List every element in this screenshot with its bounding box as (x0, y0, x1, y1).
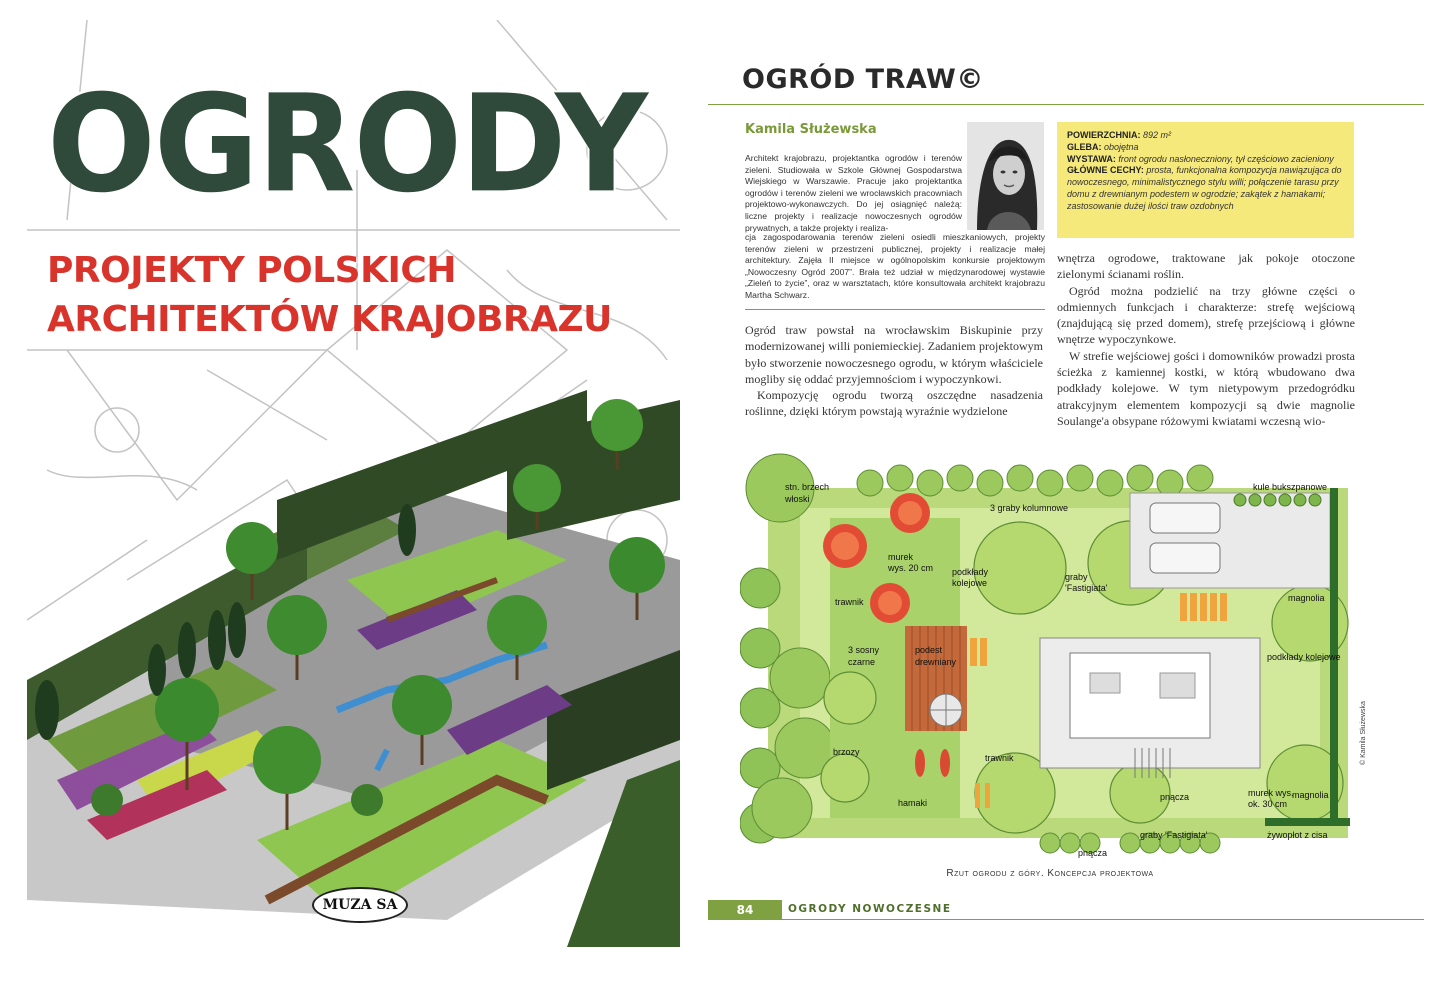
plan-label: magnolia (1292, 790, 1329, 800)
plan-label: kolejowe (952, 578, 988, 588)
plan-label: murek (888, 552, 914, 562)
plan-label: pnącza (1078, 848, 1108, 858)
features-label: GŁÓWNE CECHY: (1067, 165, 1144, 176)
plan-label: graby 'Fastigiata' (1140, 830, 1208, 840)
plan-label: włoski (785, 494, 810, 504)
author-bio-part1: Architekt krajobrazu, projektantka ogrodów i terenów zieleni. Studiowała w Szkole Głównej Gospodarstwa Wiejskiego w Warszawie. Pracuje jako projektantka ogrodów i terenów zieleni we wrocławskich pracowniach projektowo-wykonawczych. Do jej osiągnięć należą: liczne projekty i realizacje nowoczesnych ogrodów prywatnych, a także projekty i realiza- (745, 153, 962, 233)
paragraph: Kompozycję ogrodu tworzą oszczędne nasadzenia roślinne, dzięki którym powstają wyraźnie wydzielone (745, 388, 1043, 419)
area-value: 892 m² (1143, 130, 1172, 140)
article-column-1 (745, 322, 1043, 420)
plan-label: magnolia (1288, 593, 1325, 603)
paragraph: wnętrza ogrodowe, traktowane jak pokoje otoczone zielonymi ścianami roślin. (1057, 251, 1355, 282)
plan-label: pnącza (1160, 792, 1190, 802)
plan-label: podkłady (952, 567, 989, 577)
plan-label: czarne (848, 657, 876, 667)
plan-label: hamaki (898, 798, 928, 808)
bio-divider (745, 309, 1045, 310)
plan-label: wys. 20 cm (888, 563, 934, 573)
soil-value: obojętna (1104, 141, 1139, 152)
publisher-logo: MUZA SA (312, 887, 408, 923)
plan-label: żywopłot z cisa (1267, 830, 1328, 840)
footer-divider (782, 919, 1424, 920)
photo-credit: © Kamila Służewska (1360, 701, 1367, 765)
plan-label: graby (1065, 572, 1088, 582)
plan-label: murek wys. (1248, 788, 1294, 798)
title-divider (708, 104, 1424, 105)
author-bio-part2: cja zagospodarowania terenów zieleni osiedli mieszkaniowych, projekty terenów zieleni w przestrzeni publicznej, projekty i realizacje małej architektury. Zajęła II miejsce w ogólnopolskim konkursie projektowym „Nowoczesny Ogród 2007”. Brała też udział w międzynarodowej wystawie „Zieleń to życie”, oraz w warsztatach, które konsultowała architekt krajobrazu Martha Schwarz. (745, 232, 1045, 300)
plan-label: podest (915, 645, 943, 655)
plan-label: ok. 30 cm (1248, 799, 1288, 809)
plan-label: drewniany (915, 657, 957, 667)
garden-info-box (1057, 122, 1354, 238)
cover-subtitle-line1: PROJEKTY POLSKICH (47, 250, 456, 291)
plan-label: kule bukszpanowe (1253, 482, 1328, 492)
article-page (708, 20, 1424, 947)
area-label: POWIERZCHNIA: (1067, 130, 1141, 140)
plan-label: 3 graby kolumnowe (990, 503, 1069, 513)
plan-label: podkłady kolejowe (1267, 652, 1341, 662)
plan-caption: Rzut ogrodu z góry. Koncepcja projektowa (946, 868, 1154, 879)
cover-subtitle-line2: ARCHITEKTÓW KRAJOBRAZU (47, 299, 612, 340)
exposure-value: front ogrodu nasłoneczniony, tył częściowo zacieniony (1118, 153, 1334, 164)
author-photo (967, 122, 1044, 230)
plan-label: trawnik (835, 597, 864, 607)
paragraph: W strefie wejściowej gości i domowników prowadzi prosta ścieżka z kamiennej kostki, w którą wbudowano dwa podkłady kolejowe. W tym nietypowym przedogródku atrakcyjnym elementem kompozycji są dwie magnolie Soulange'a obsypane różowymi kwiatami wczesną wio- (1057, 348, 1355, 428)
author-name: Kamila Służewska (745, 122, 877, 137)
article-column-2 (1057, 250, 1355, 429)
book-cover (27, 20, 680, 947)
plan-label: 3 sosny (848, 645, 880, 655)
cover-title: OGRODY (47, 66, 646, 223)
paragraph: Ogród można podzielić na trzy główne części o odmiennych funkcjach i charakterze: strefę wejściową (znajdującą się przed domem), strefę przejściową i główne wnętrze wypoczynkowe. (1057, 283, 1355, 347)
plan-label: brzozy (833, 747, 860, 757)
plan-label: 'Fastigiata' (1065, 583, 1108, 593)
paragraph: Ogród traw powstał na wrocławskim Biskupinie przy modernizowanej willi poniemieckiej. Zadaniem projektowym było stworzenie nowoczesnego ogrodu, w którym właściciele mogliby się oddać przyjemnościom i wypoczynkowi. (745, 323, 1043, 386)
page-footer (708, 900, 1424, 920)
soil-label: GLEBA: (1067, 141, 1102, 152)
garden-plan (740, 448, 1360, 860)
features-value: prosta, funkcjonalna kompozycja nawiązująca do nowoczesnego, minimalistycznego stylu willi; połączenie tarasu przy domu z drewnianym podestem w ogrodzie; zakątek z hamakami; zastosowanie dużej ilości traw ozdobnych (1067, 165, 1342, 211)
article-title: OGRÓD TRAW© (742, 64, 984, 95)
plan-label: trawnik (985, 753, 1014, 763)
section-title: OGRODY NOWOCZESNE (788, 903, 952, 915)
exposure-label: WYSTAWA: (1067, 153, 1116, 164)
plan-label: stn. brzech (785, 482, 830, 492)
page-number: 84 (708, 900, 782, 920)
